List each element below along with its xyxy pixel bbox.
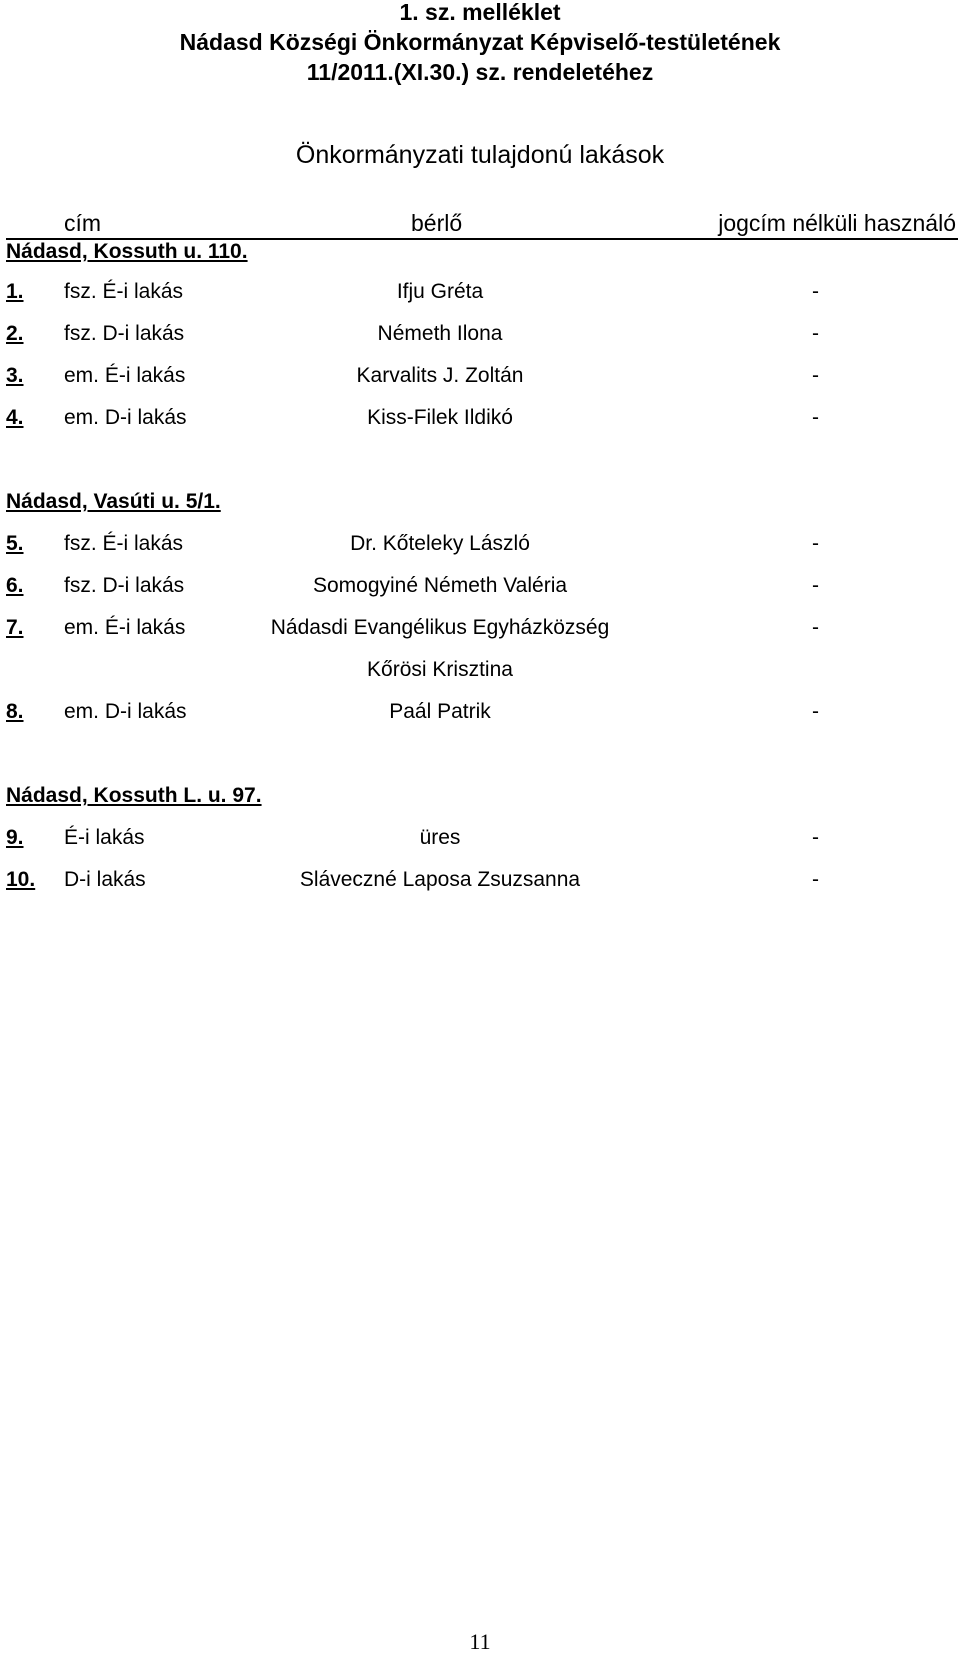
tenant-name: üres [419, 826, 461, 849]
unauthorized-user: - [812, 322, 819, 345]
row-number: 3. [6, 364, 24, 387]
section-address-2: Nádasd, Vasúti u. 5/1. [6, 490, 221, 513]
unauthorized-user: - [812, 868, 819, 891]
row-number: 10. [6, 868, 36, 891]
annex-number: 1. sz. melléklet [399, 0, 561, 25]
apartment-label: fsz. É-i lakás [64, 280, 184, 303]
row-number: 2. [6, 322, 24, 345]
table-row [0, 824, 960, 852]
unauthorized-user: - [812, 532, 819, 555]
page-number: 11 [469, 1629, 491, 1654]
row-number: 6. [6, 574, 24, 597]
tenant-name: Dr. Kőteleky László [350, 532, 530, 555]
unauthorized-user: - [812, 406, 819, 429]
table-row [0, 866, 960, 894]
apartment-label: fsz. D-i lakás [64, 322, 185, 345]
tenant-name: Németh Ilona [377, 322, 503, 345]
tenant-name: Nádasdi Evangélikus Egyházközség [270, 616, 610, 639]
row-number: 7. [6, 616, 24, 639]
column-header-jogcim: jogcím nélküli használó [718, 210, 956, 236]
row-number: 5. [6, 532, 24, 555]
table-row [0, 530, 960, 558]
section-address-3: Nádasd, Kossuth L. u. 97. [6, 784, 262, 807]
row-number: 1. [6, 280, 24, 303]
table-row [0, 362, 960, 390]
apartment-label: D-i lakás [64, 868, 146, 891]
unauthorized-user: - [812, 280, 819, 303]
apartment-label: em. D-i lakás [64, 406, 187, 429]
apartment-label: É-i lakás [64, 826, 145, 849]
tenant-name: Paál Patrik [389, 700, 491, 723]
column-header-berlo: bérlő [411, 210, 463, 236]
unauthorized-user: - [812, 574, 819, 597]
table-row-continuation [0, 656, 960, 684]
tenant-name: Kőrösi Krisztina [367, 658, 513, 681]
decree-reference: 11/2011.(XI.30.) sz. rendeletéhez [306, 59, 654, 85]
tenant-name: Karvalits J. Zoltán [356, 364, 524, 387]
tenant-name: Kiss-Filek Ildikó [367, 406, 513, 429]
unauthorized-user: - [812, 826, 819, 849]
table-row [0, 572, 960, 600]
tenant-name: Somogyiné Németh Valéria [312, 574, 568, 597]
apartment-label: fsz. É-i lakás [64, 532, 184, 555]
apartment-label: em. D-i lakás [64, 700, 187, 723]
column-headers [6, 208, 958, 240]
apartment-label: em. É-i lakás [64, 364, 186, 387]
apartment-label: fsz. D-i lakás [64, 574, 185, 597]
apartment-label: em. É-i lakás [64, 616, 186, 639]
unauthorized-user: - [812, 364, 819, 387]
section-address-1: Nádasd, Kossuth u. 110. [6, 240, 248, 263]
tenant-name: Ifju Gréta [396, 280, 484, 303]
table-row [0, 278, 960, 306]
council-name: Nádasd Községi Önkormányzat Képviselő-testületének [179, 29, 781, 55]
unauthorized-user: - [812, 700, 819, 723]
table-row [0, 698, 960, 726]
row-number: 8. [6, 700, 24, 723]
unauthorized-user: - [812, 616, 819, 639]
column-header-cim: cím [64, 210, 102, 236]
table-row [0, 614, 960, 642]
table-row [0, 404, 960, 432]
row-number: 9. [6, 826, 24, 849]
page-title: Önkormányzati tulajdonú lakások [295, 141, 665, 169]
tenant-name: Sláveczné Laposa Zsuzsanna [299, 868, 581, 891]
table-row [0, 320, 960, 348]
row-number: 4. [6, 406, 24, 429]
